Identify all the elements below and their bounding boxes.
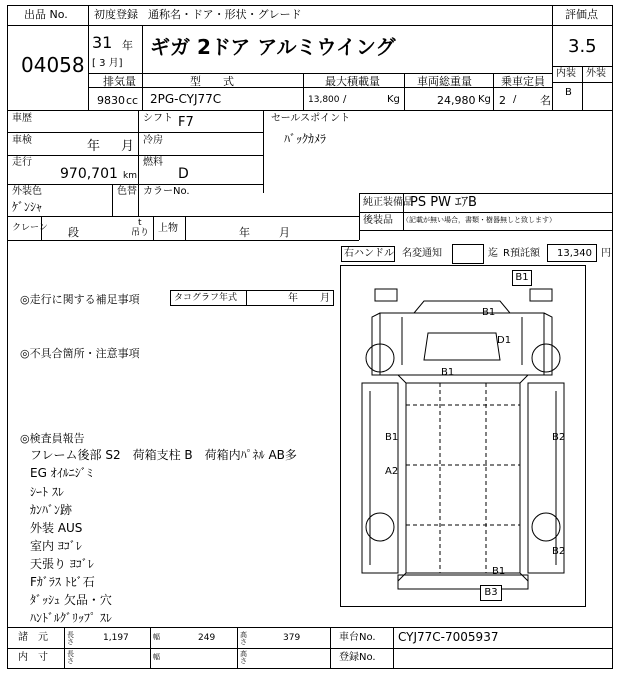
divider	[303, 73, 304, 110]
exterior-label: 外装	[586, 68, 606, 79]
divider	[7, 25, 88, 26]
inspection-label: 車検	[12, 135, 32, 146]
crane-label: クレーン	[12, 223, 48, 233]
grade-label: 評価点	[565, 8, 598, 21]
damage-mark-body-left: B1	[385, 432, 399, 443]
divider	[7, 184, 263, 185]
divider	[150, 627, 151, 669]
r-deposit-unit: 円	[601, 248, 611, 259]
damage-mark-cab-roof: B1	[482, 307, 496, 318]
car-name-label: 通称名・ドア・形状・グレード	[148, 8, 302, 21]
height-label: 高さ	[240, 631, 247, 646]
report-line: 室内 ﾖｺﾞﾚ	[30, 539, 82, 553]
report-line: ｶﾝﾊﾞﾝ跡	[30, 503, 73, 517]
divider	[552, 25, 613, 26]
divider	[64, 627, 65, 669]
report-line: フレーム後部 S2 荷箱支柱 B 荷箱内ﾊﾟﾈﾙ AB多	[30, 448, 297, 462]
defects-label: ◎不具合箇所・注意事項	[20, 347, 140, 360]
name-change-label: 名変通知	[402, 248, 442, 259]
mileage-unit: km	[123, 171, 137, 181]
divider	[142, 73, 143, 110]
car-name: ギガ 2ドア アルミウイング	[150, 35, 396, 59]
length-label: 長さ	[67, 631, 74, 646]
chassis-value: CYJ77C-7005937	[398, 630, 499, 644]
color-change-label: 色替	[117, 186, 137, 197]
divider	[185, 216, 186, 240]
report-line: ｼｰﾄ ｽﾚ	[30, 485, 64, 499]
divider	[7, 216, 359, 217]
inspection-month: 月	[121, 139, 135, 154]
gross-weight-label: 車両総重量	[417, 75, 472, 88]
divider	[138, 110, 139, 184]
reg-year-unit: 年	[122, 39, 133, 52]
max-load-value: 13,800	[308, 95, 340, 105]
tacho-label: タコグラフ年式	[174, 293, 238, 303]
genuine-value: PS PW ｴｱB	[410, 195, 477, 210]
aftermarket-note: （記載が無い場合，書類・樹器無しと致します）	[402, 216, 556, 224]
divider	[582, 66, 583, 110]
shift-label: シフト	[143, 113, 173, 124]
length-value: 1,197	[103, 633, 129, 643]
crane-hang: 吊り	[131, 228, 150, 238]
upper-label: 上物	[158, 223, 178, 234]
report-line: Fｶﾞﾗｽ ﾄﾋﾞ石	[30, 575, 95, 589]
divider	[263, 110, 264, 193]
report-line: ﾊﾝﾄﾞﾙｸﾞﾘｯﾌﾟ ｽﾚ	[30, 611, 112, 625]
displacement-unit: cc	[126, 94, 139, 107]
width-label: 幅	[153, 633, 160, 641]
inner-height-label: 高さ	[240, 650, 247, 665]
inspection-year: 年	[87, 139, 101, 154]
divider	[359, 212, 613, 213]
capacity-value: 2	[499, 94, 506, 107]
tacho-year: 年	[288, 293, 298, 304]
divider	[359, 193, 613, 194]
divider	[7, 110, 613, 111]
displacement-label: 排気量	[103, 75, 136, 88]
damage-mark-body-left-lower: A2	[385, 466, 399, 477]
height-value: 379	[283, 633, 301, 643]
driving-notes-label: ◎走行に関する補足事項	[20, 293, 140, 306]
sales-point-label: セールスポイント	[271, 113, 351, 124]
divider	[246, 290, 247, 306]
tacho-month: 月	[320, 293, 330, 304]
grade-value: 3.5	[568, 36, 597, 57]
shift-value: F7	[178, 115, 194, 130]
inner-length-label: 長さ	[67, 650, 74, 665]
divider	[393, 627, 394, 669]
damage-mark-cab-side: B1	[441, 367, 455, 378]
inspector-label: ◎検査員報告	[20, 432, 85, 445]
ext-color-label: 外装色	[12, 186, 42, 197]
mileage-label: 走行	[12, 157, 32, 168]
inner-width-label: 幅	[153, 653, 160, 661]
divider	[552, 5, 553, 110]
crane-stage: 段	[68, 226, 79, 239]
gross-weight-value: 24,980	[437, 94, 476, 107]
report-line: ﾀﾞｯｼｭ 欠品・穴	[30, 593, 112, 607]
fuel-label: 燃料	[143, 157, 163, 168]
damage-mark-rear-bottom: B3	[480, 585, 502, 601]
r-deposit-value: 13,340	[557, 248, 592, 259]
divider	[112, 184, 113, 216]
max-load-kg: Kg	[387, 94, 400, 105]
divider	[237, 627, 238, 669]
crane-t: t	[138, 218, 142, 228]
interior-grade: B	[565, 87, 572, 98]
damage-mark-body-right: B2	[552, 432, 566, 443]
upper-month: 月	[279, 226, 290, 239]
period-label: 迄	[488, 248, 498, 259]
divider	[88, 73, 552, 74]
divider	[153, 216, 154, 240]
divider	[7, 155, 263, 156]
report-line: 外装 AUS	[30, 521, 83, 535]
reg-month: [ 3 月]	[92, 58, 123, 69]
divider	[88, 87, 552, 88]
max-load-label: 最大積載量	[325, 75, 380, 88]
lot-label: 出品 No.	[24, 8, 68, 21]
divider	[359, 193, 360, 240]
divider	[7, 648, 613, 649]
divider	[7, 132, 263, 133]
damage-mark-front: B1	[512, 270, 532, 286]
divider	[404, 73, 405, 110]
fuel-value: D	[178, 166, 189, 182]
divider	[7, 240, 359, 241]
max-load-slash: /	[343, 94, 347, 105]
truck-diagram	[340, 265, 586, 607]
divider	[138, 184, 139, 216]
divider	[142, 25, 143, 73]
displacement-value: 9830	[97, 94, 125, 107]
divider	[359, 230, 613, 231]
report-line: 天張り ﾖｺﾞﾚ	[30, 557, 94, 571]
sales-point-text: ﾊﾞｯｸｶﾒﾗ	[284, 132, 327, 146]
model-label: 型 式	[190, 75, 234, 88]
chassis-label: 車台No.	[339, 632, 376, 643]
history-label: 車歴	[12, 113, 32, 124]
aftermarket-label: 後装品	[363, 215, 393, 226]
interior-label: 内装	[556, 68, 576, 79]
divider	[88, 25, 552, 26]
r-deposit-label: R預託額	[503, 248, 540, 259]
damage-mark-rear: B1	[492, 566, 506, 577]
name-change-box	[452, 244, 484, 264]
gross-weight-unit: Kg	[478, 94, 491, 105]
first-reg-label: 初度登録	[94, 8, 138, 21]
inner-dims-label: 内 寸	[18, 652, 48, 663]
genuine-label: 純正装備品	[363, 197, 413, 208]
model-value: 2PG-CYJ77C	[150, 92, 222, 106]
capacity-sep: /	[513, 94, 517, 105]
capacity-label: 乗車定員	[501, 75, 545, 88]
report-line: EG ｵｲﾙﾆｼﾞﾐ	[30, 466, 93, 480]
divider	[493, 73, 494, 110]
ac-label: 冷房	[143, 135, 163, 146]
reg-no-label: 登録No.	[339, 652, 376, 663]
divider	[88, 5, 89, 110]
mileage-value: 970,701	[60, 166, 118, 182]
divider	[7, 627, 613, 628]
color-no-label: カラーNo.	[143, 186, 190, 197]
handle-value: 右ハンドル	[344, 248, 394, 259]
capacity-unit: 名	[540, 94, 551, 107]
divider	[330, 627, 331, 669]
dims-label: 諸 元	[18, 632, 48, 643]
lot-number: 04058	[21, 53, 85, 77]
reg-year: 31	[92, 33, 113, 52]
width-value: 249	[198, 633, 216, 643]
damage-mark-body-right-lower: B2	[552, 546, 566, 557]
upper-year: 年	[239, 226, 250, 239]
damage-mark-windshield: D1	[497, 335, 512, 346]
ext-color-value: ｹﾞﾝｼｬ	[12, 200, 43, 214]
